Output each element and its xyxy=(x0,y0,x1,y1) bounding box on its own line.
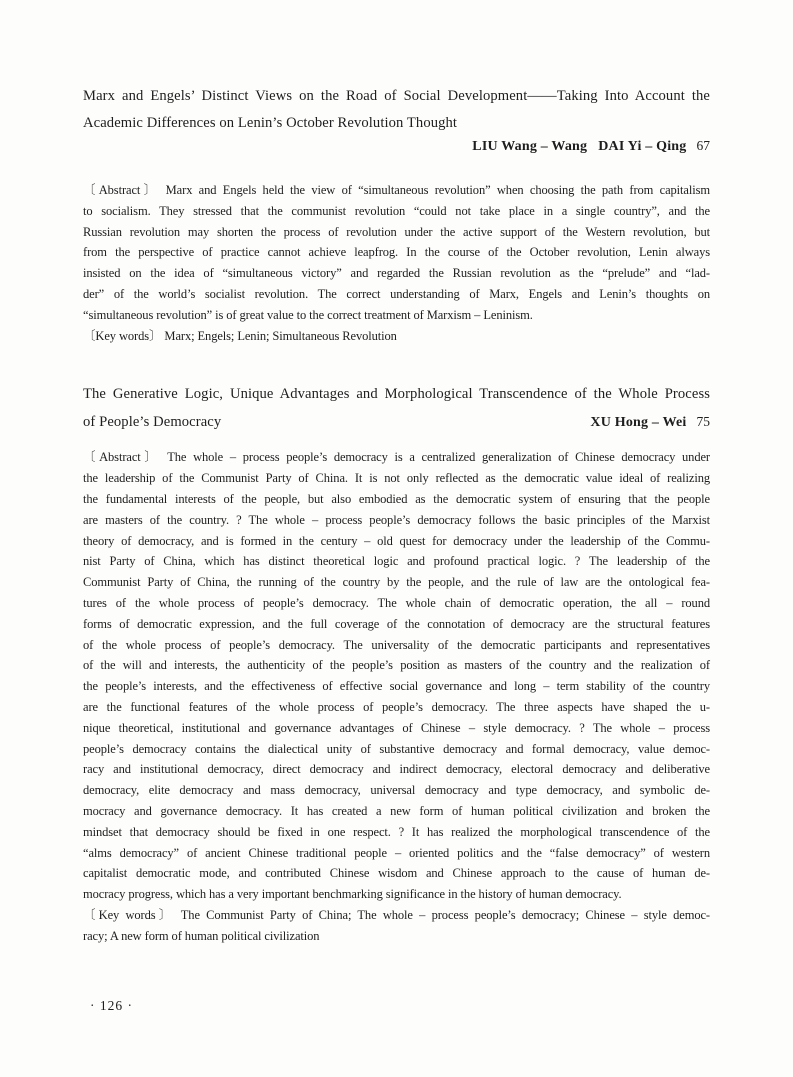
text-line: mocracy and governance democracy. It has created a new form of human political civilization and broken the xyxy=(83,803,710,818)
text-line: capitalist democratic mode, and contributed Chinese wisdom and Chinese approach to the cause of human de- xyxy=(83,866,710,881)
text-line: mindset that democracy should be fixed in one respect. ? It has realized the morphological transcendence of the xyxy=(83,824,710,839)
text-line: mocracy progress, which has a very important benchmarking significance in the history of human democracy. xyxy=(83,887,622,902)
text-line: democracy, elite democracy and mass democracy, universal democracy and type democracy, and symbolic de- xyxy=(83,783,710,798)
text-line: Communist Party of China, the running of the country by the people, and the rule of law are the ontological fea- xyxy=(83,575,710,590)
article-page-number: 75 xyxy=(696,414,710,430)
text-line: are the functional features of the whole process of people’s democracy. The three aspects have shaped the u- xyxy=(83,699,710,714)
article-entry-2 xyxy=(83,381,710,946)
abstract-block xyxy=(83,447,710,905)
text-line: “simultaneous revolution” is of great value to the correct treatment of Marxism – Leninism. xyxy=(83,307,533,322)
text-line: 〔Key words〕 Marx; Engels; Lenin; Simultaneous Revolution xyxy=(83,328,397,343)
author-name: DAI Yi – Qing xyxy=(598,139,687,154)
text-line: 〔Abstract〕 Marx and Engels held the view of “simultaneous revolution” when choosing the path from capitalism xyxy=(83,183,710,197)
text-line: 〔Key words〕 The Communist Party of China; The whole – process people’s democracy; Chinese – style democ- xyxy=(83,907,710,922)
article-entry-1 xyxy=(83,83,710,346)
text-line: are masters of the country. ? The whole – process people’s democracy follows the basic principles of the Marxist xyxy=(83,512,710,527)
title-line: Marx and Engels’ Distinct Views on the Road of Social Development——Taking Into Account the xyxy=(83,88,710,104)
authors-group xyxy=(472,135,710,158)
title-line: of People’s Democracy xyxy=(83,414,222,431)
text-line: people’s democracy contains the dialectical unity of substantive democracy and formal democracy, value democ- xyxy=(83,741,710,756)
page-number-footer: · 126 · xyxy=(90,998,133,1013)
keywords-block xyxy=(83,905,710,947)
authors-group xyxy=(590,408,710,436)
text-line: theory of democracy, and is formed in the century – old quest for democracy under the leadership of the Commu- xyxy=(83,533,710,548)
author-name: XU Hong – Wei xyxy=(590,415,687,431)
text-line: the leadership of the Communist Party of China. It is not only reflected as the democratic value ideal of realizing xyxy=(83,471,710,486)
title-line: Academic Differences on Lenin’s October Revolution Thought xyxy=(83,115,458,131)
text-line: nist Party of China, which has distinct theoretical logic and profound practical logic. ? The leadership of the xyxy=(83,554,710,569)
text-line: insisted on the idea of “simultaneous victory” and regarded the Russian revolution as the “prelude” and “lad- xyxy=(83,266,710,281)
author-name: LIU Wang – Wang xyxy=(472,139,588,154)
text-line: forms of democratic expression, and the full coverage of the connotation of democracy are the structural features xyxy=(83,616,710,631)
keywords-block xyxy=(83,326,710,347)
page-content xyxy=(83,0,710,947)
title-line: The Generative Logic, Unique Advantages and Morphological Transcendence of the Whole Process xyxy=(83,386,710,403)
abstract-block xyxy=(83,180,710,326)
text-line: “alms democracy” of ancient Chinese traditional people – oriented politics and the “false democracy” of western xyxy=(83,845,710,860)
title-author-row xyxy=(83,408,710,436)
text-line: 〔Abstract〕 The whole – process people’s democracy is a centralized generalization of Chinese democracy under xyxy=(83,450,710,465)
text-line: to socialism. They stressed that the communist revolution “could not take place in a single country”, and the xyxy=(83,203,710,218)
article-title xyxy=(83,381,710,436)
authors-row xyxy=(83,135,710,158)
text-line: tures of the whole process of people’s democracy. The whole chain of democratic operation, the all – round xyxy=(83,595,710,610)
article-title xyxy=(83,83,710,137)
text-line: of the whole process of people’s democracy. The universality of the democratic participants and representatives xyxy=(83,637,710,652)
text-line: der” of the world’s socialist revolution. The correct understanding of Marx, Engels and Lenin’s thoughts on xyxy=(83,286,710,301)
text-line: racy and institutional democracy, direct democracy and indirect democracy, electoral democracy and deliberative xyxy=(83,762,710,777)
text-line: from the perspective of practice cannot achieve leapfrog. In the course of the October revolution, Lenin always xyxy=(83,245,710,260)
text-line: the people’s interests, and the effectiveness of effective social governance and long – term stability of the country xyxy=(83,679,710,694)
article-page-number: 67 xyxy=(696,138,710,153)
text-line: of the will and interests, the authenticity of the people’s position as masters of the country and the realization of xyxy=(83,658,710,673)
text-line: Russian revolution may shorten the process of revolution under the active support of the Western revolution, but xyxy=(83,224,710,239)
text-line: the fundamental interests of the people, but also embodied as the democratic system of ensuring that the people xyxy=(83,491,710,506)
text-line: racy; A new form of human political civilization xyxy=(83,928,320,943)
text-line: nique theoretical, institutional and governance advantages of Chinese – style democracy. ? The whole – process xyxy=(83,720,710,735)
